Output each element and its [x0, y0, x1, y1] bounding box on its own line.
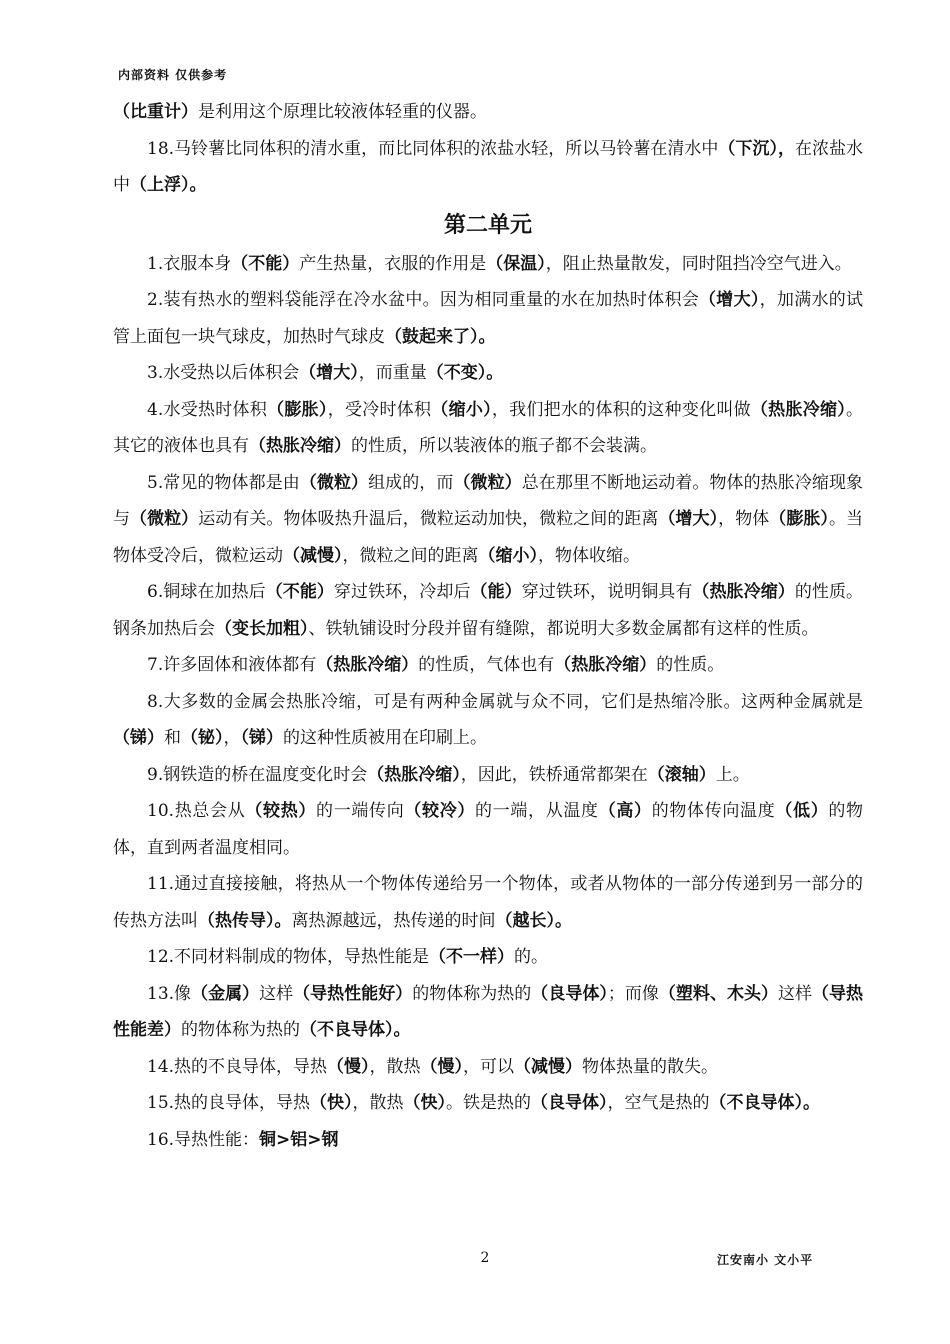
body-text: ，空气是热的: [607, 1093, 710, 1113]
answer-text: （热胀冷缩）: [750, 399, 847, 420]
paragraph: [113, 246, 863, 283]
answer-text: （锑）: [240, 728, 283, 748]
body-text: 的物体称为热的: [412, 983, 532, 1004]
answer-text: （较热）: [245, 801, 317, 821]
body-text: 的性质。: [656, 655, 725, 675]
answer-text: （不能）: [265, 582, 334, 602]
body-text: ，: [223, 728, 241, 748]
body-text: ，加满水的试管上面包一块气球皮，加热时气球皮: [113, 290, 864, 347]
body-text: 3.水受热以后体积会: [147, 363, 300, 383]
body-text: 的这种性质被用在印刷上。: [283, 728, 487, 748]
answer-text: （不良导体）。: [709, 1093, 821, 1113]
answer-text: （鼓起来了）。: [385, 326, 496, 347]
answer-text: （不一样）: [429, 947, 515, 967]
body-text: 穿过铁环，冷却后: [333, 582, 471, 602]
answer-text: （增大）: [658, 509, 719, 529]
paragraph: [113, 94, 863, 131]
answer-text: （能）: [470, 582, 522, 602]
paragraph: [113, 757, 863, 794]
body-text: 、铁轨铺设时分段并留有缝隙，都说明大多数金属都有这样的性质。: [308, 618, 819, 639]
body-text: 9.钢铁造的桥在温度变化时会: [147, 764, 368, 785]
body-text: 的一端，从温度: [475, 801, 599, 821]
body-text: 。当物体受冷后，微粒运动: [113, 509, 864, 566]
paragraph: [113, 793, 863, 866]
answer-text: （缩小）: [478, 545, 538, 566]
answer-text: （上浮）。: [130, 175, 207, 195]
body-text: 在浓盐水中: [113, 138, 864, 195]
answer-text: （保温）: [486, 253, 546, 274]
answer-text: （较冷）: [404, 801, 476, 821]
body-text: 产生热量，衣服的作用是: [299, 253, 487, 274]
paragraph: [113, 1049, 863, 1086]
body-text: 18.马铃薯比同体积的清水重，而比同体积的浓盐水轻，所以马铃薯在清水中: [147, 138, 719, 159]
body-text: 的物体传向温度: [651, 801, 776, 821]
body-text: 的性质。钢条加热后会: [113, 582, 864, 639]
answer-text: （慢）: [327, 1056, 370, 1077]
paragraph: [113, 866, 863, 939]
body-text: 8.大多数的金属会热胀冷缩，可是有两种金属就与众不同，它们是热缩冷胀。这两种金属就是: [147, 691, 863, 712]
answer-text: （不变）。: [426, 363, 504, 383]
body-text: 1.衣服本身: [147, 253, 232, 274]
answer-text: （增大）: [299, 363, 359, 383]
answer-text: （热胀冷缩）: [367, 764, 461, 785]
body-text: 的物体，直到两者温度相同。: [113, 801, 864, 858]
answer-text: （不能）: [231, 253, 300, 274]
answer-text: （良导体）: [531, 1093, 608, 1113]
answer-text: （减慢）: [514, 1056, 583, 1077]
body-text: 和: [164, 728, 181, 748]
body-text: 的物体称为热的: [181, 1020, 300, 1040]
paragraph: [113, 574, 863, 647]
body-text: 12.不同材料制成的物体，导热性能是: [147, 947, 430, 967]
answer-text: （热胀冷缩）: [554, 655, 657, 675]
answer-text: （慢）: [420, 1056, 464, 1077]
body-text: 6.铜球在加热后: [147, 582, 266, 602]
body-text: 。铁是热的: [446, 1093, 532, 1113]
header-note: 内部资料 仅供参考: [118, 68, 228, 82]
body-text: 5.常见的物体都是由: [147, 472, 300, 493]
body-text: 穿过铁环，说明铜具有: [521, 582, 693, 602]
answer-text: （比重计）: [113, 102, 198, 122]
body-text: ，物体: [718, 509, 770, 529]
answer-text: （减慢）: [283, 545, 343, 566]
answer-text: （导热性能差）: [113, 983, 864, 1040]
answer-text: （良导体）: [531, 983, 608, 1004]
body-text: 7.许多固体和液体都有: [147, 655, 317, 675]
answer-text: （微粒）: [453, 472, 522, 493]
body-text: ，因此，铁桥通常都架在: [460, 764, 648, 785]
body-text: 14.热的不良导体，导热: [147, 1056, 328, 1077]
body-text: ，阻止热量散发，同时阻挡冷空气进入。: [545, 253, 852, 274]
body-text: ，我们把水的体积的这种变化叫做: [491, 399, 751, 420]
body-text: 这样: [777, 983, 813, 1004]
answer-text: （低）: [775, 801, 829, 821]
body-text: 上。: [715, 764, 750, 785]
answer-text: （塑料、木头）: [658, 983, 778, 1004]
body-text: 。其它的液体也具有: [113, 399, 864, 456]
paragraph: [113, 1122, 863, 1159]
body-text: ，散热: [369, 1056, 421, 1077]
body-text: 16.导热性能：: [147, 1129, 260, 1150]
answer-text: （越长）。: [495, 910, 572, 931]
body-text: ，微粒之间的距离: [342, 545, 479, 566]
unit-title: 第二单元: [443, 212, 532, 238]
answer-text: （缩小）: [431, 399, 492, 420]
answer-text: （热胀冷缩）: [316, 655, 419, 675]
footer-note: 江安南小 文小平: [717, 1253, 814, 1267]
body-text: ，可以: [463, 1056, 515, 1077]
paragraph: [113, 131, 863, 204]
body-text: ，散热: [352, 1093, 404, 1113]
answer-text: （膨胀）: [769, 509, 829, 529]
body-text: 2.装有热水的塑料袋能浮在冷水盆中。因为相同重量的水在加热时体积会: [147, 290, 700, 310]
body-text: 4.水受热时体积: [147, 399, 268, 420]
body-text: 的性质，所以装液体的瓶子都不会装满。: [351, 436, 657, 456]
body-text: 15.热的良导体，导热: [147, 1093, 311, 1113]
body-text: 13.像: [147, 983, 192, 1004]
answer-text: 铜>铝>钢: [259, 1129, 339, 1150]
answer-text: （热传导）。: [198, 910, 292, 931]
paragraph: [113, 976, 863, 1049]
answer-text: （膨胀）: [267, 399, 328, 420]
page-number: 2: [480, 1250, 490, 1266]
answer-text: （热胀冷缩）: [249, 436, 351, 456]
answer-text: （变长加粗）: [215, 618, 309, 639]
answer-text: （增大）: [699, 290, 760, 310]
answer-text: （不良导体）。: [300, 1020, 411, 1040]
answer-text: （导热性能好）: [293, 983, 413, 1004]
body-text: ，物体收缩。: [538, 545, 640, 566]
answer-text: （锑）: [113, 728, 164, 748]
answer-text: （下沉），: [718, 138, 795, 159]
paragraph: [113, 684, 863, 757]
answer-text: （金属）: [191, 983, 260, 1004]
answer-text: （热胀冷缩）: [692, 582, 795, 602]
body-text: 的一端传向: [316, 801, 405, 821]
body-text: 总在那里不断地运动着。物体的热胀冷缩现象与: [113, 472, 864, 529]
body-text: ；而像: [607, 983, 659, 1004]
answer-text: （快）: [403, 1093, 447, 1113]
paragraph: [113, 392, 863, 465]
document-body: [113, 94, 863, 1158]
body-text: 运动有关。物体吸热升温后，微粒运动加快，微粒之间的距离: [198, 509, 659, 529]
body-text: 这样: [259, 983, 294, 1004]
body-text: 11.通过直接接触，将热从一个物体传递给另一个物体，或者从物体的一部分传递到另一部分的传热方法叫: [113, 874, 863, 931]
paragraph: [113, 282, 863, 355]
body-text: ，受冷时体积: [327, 399, 432, 420]
body-text: 组成的，而: [368, 472, 454, 493]
paragraph: [113, 939, 863, 976]
answer-text: （微粒）: [299, 472, 369, 493]
paragraph: [113, 1085, 863, 1122]
answer-text: （铋）: [181, 728, 224, 748]
body-text: 物体热量的散失。: [582, 1056, 719, 1077]
body-text: 是利用这个原理比较液体轻重的仪器。: [198, 102, 487, 122]
answer-text: （滚轴）: [647, 764, 716, 785]
body-text: 的性质，气体也有: [418, 655, 555, 675]
body-text: 10.热总会从: [147, 801, 246, 821]
paragraph: [113, 465, 863, 575]
answer-text: （高）: [598, 801, 652, 821]
body-text: ，而重量: [358, 363, 427, 383]
answer-text: （快）: [310, 1093, 353, 1113]
body-text: 的。: [514, 947, 549, 967]
paragraph: [113, 355, 863, 392]
answer-text: （微粒）: [130, 509, 199, 529]
body-text: 离热源越远，热传递的时间: [291, 910, 496, 931]
paragraph: [113, 647, 863, 684]
